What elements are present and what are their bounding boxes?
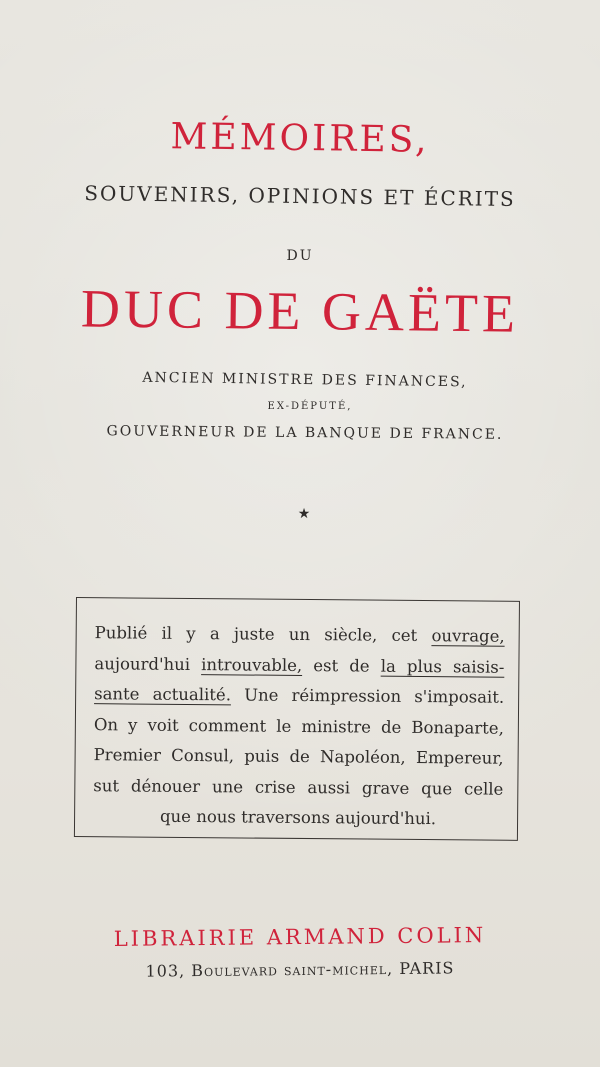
- notice-box: [74, 597, 520, 841]
- notice-text: [93, 618, 505, 835]
- author-name: DUC DE GAËTE: [80, 278, 520, 344]
- notice-line-1: Publié il y a juste un siècle, cet ouvrage,: [94, 623, 505, 646]
- underline-ouvrage: ouvrage,: [431, 626, 505, 646]
- star-ornament: ★: [297, 506, 311, 522]
- notice-line-4: On y voit comment le ministre de Bonaparte,: [93, 714, 504, 738]
- publisher-name: LIBRAIRIE ARMAND COLIN: [113, 923, 487, 951]
- author-title-minister: ANCIEN MINISTRE DES FINANCES,: [142, 369, 468, 391]
- underline-introuvable: introuvable,: [201, 654, 303, 675]
- author-title-governor: GOUVERNEUR DE LA BANQUE DE FRANCE.: [106, 423, 504, 443]
- title-memoires: MÉMOIRES,: [170, 116, 430, 161]
- notice-line-2: aujourd'hui introuvable, est de la plus saisis-: [94, 653, 505, 677]
- publisher-address: 103, Boulevard saint-michel, PARIS: [145, 958, 455, 981]
- subtitle: SOUVENIRS, OPINIONS ET ÉCRITS: [84, 180, 516, 212]
- author-title-deputy: EX-DÉPUTÉ,: [267, 401, 353, 412]
- notice-line-7: que nous traversons aujourd'hui.: [159, 806, 437, 829]
- notice-line-5: Premier Consul, puis de Napoléon, Empereur,: [93, 745, 504, 768]
- underline-actualite: sante actualité.: [94, 684, 232, 705]
- title-du: DU: [286, 248, 314, 264]
- notice-line-3: sante actualité. Une réimpression s'imposait.: [94, 684, 505, 707]
- underline-plus-saisissante: la plus saisis-: [380, 656, 505, 677]
- notice-line-6: sut dénouer une crise aussi grave que celle: [93, 775, 504, 799]
